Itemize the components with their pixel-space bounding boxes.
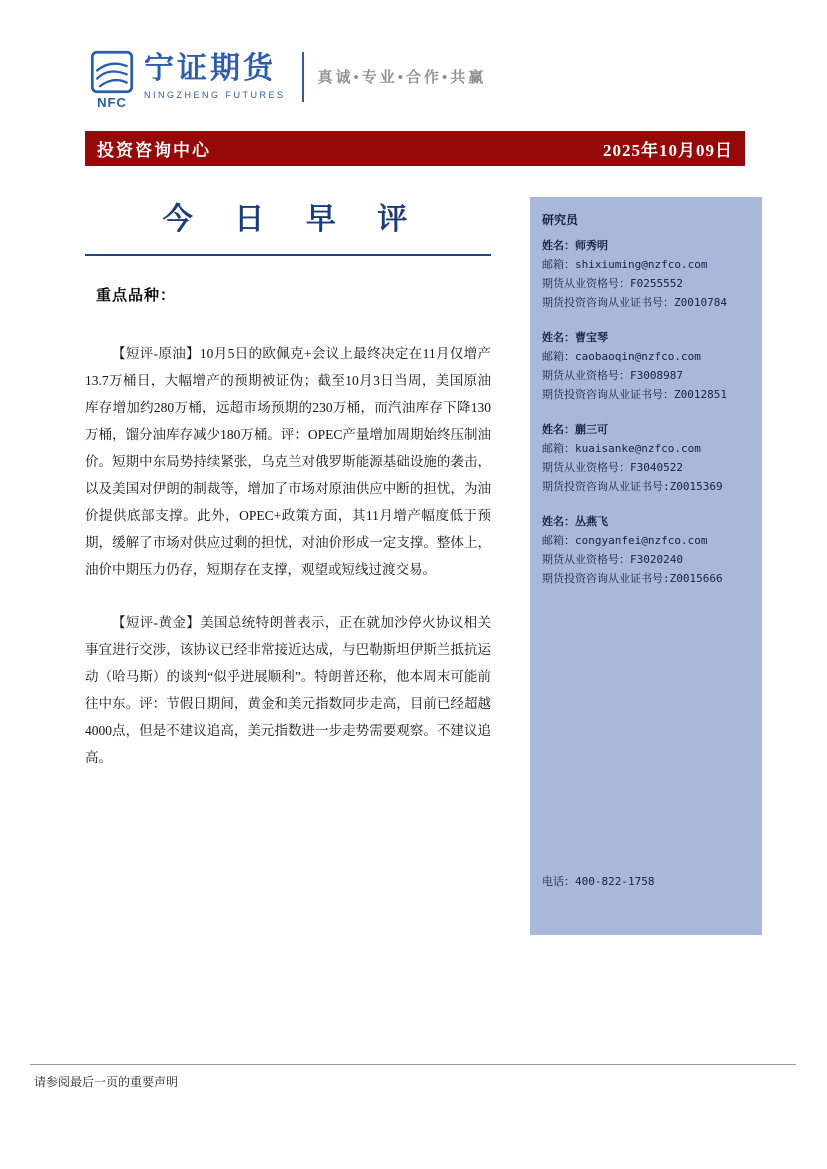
researcher-entry: [542, 236, 750, 312]
researcher-entry: [542, 328, 750, 404]
researcher-email: 邮箱：congyanfei@nzfco.com: [542, 534, 708, 547]
company-name-en: NINGZHENG FUTURES: [144, 90, 286, 100]
researcher-certificate: 期货投资咨询从业证书号:Z0015666: [542, 572, 723, 585]
paragraph-gold: 【短评-黄金】美国总统特朗普表示，正在就加沙停火协议相关事宜进行交涉，该协议已经非常接近达成，与巴勒斯坦伊斯兰抵抗运动（哈马斯）的谈判“似乎进展顺利”。特朗普还称，他本周末可能前往中东。评：节假日期间，黄金和美元指数同步走高，目前已经超越4000点，但是不建议追高，美元指数进一步走势需要观察。不建议追高。: [85, 615, 491, 765]
researcher-email: 邮箱：shixiuming@nzfco.com: [542, 258, 708, 271]
researcher-entry: [542, 512, 750, 588]
company-name-cn: 宁证期货: [144, 52, 276, 85]
report-date: 2025年10月09日: [603, 141, 733, 160]
title-underline: [85, 254, 491, 256]
researcher-name: 姓名：师秀明: [542, 239, 608, 252]
header-divider: [302, 52, 304, 102]
researcher-qualification: 期货从业资格号：F0255552: [542, 277, 683, 290]
company-abbr: NFC: [97, 95, 127, 110]
researcher-sidebar: [530, 197, 762, 935]
company-tagline: 真诚•专业•合作•共赢: [317, 70, 487, 86]
footer-disclaimer: 请参阅最后一页的重要声明: [34, 1075, 179, 1089]
paragraph-crude-oil: 【短评-原油】10月5日的欧佩克+会议上最终决定在11月仅增产13.7万桶日，大幅增产的预期被证伪；截至10月3日当周，美国原油库存增加约280万桶，远超市场预期的230万桶，而汽油库存下降130万桶，馏分油库存减少180万桶。评：OPEC产量增加周期始终压制油价。短期中东局势持续紧张，乌克兰对俄罗斯能源基础设施的袭击，以及美国对伊朗的制裁等，增加了市场对原油供应中断的担忧，为油价提供底部支撑。此外，OPEC+政策方面，其11月增产幅度低于预期，缓解了市场对供应过剩的担忧，对油价形成一定支撑。整体上，油价中期压力仍存，短期存在支撑，观望或短线过渡交易。: [85, 346, 491, 577]
article-body: [85, 340, 491, 797]
researcher-name: 姓名：丛燕飞: [542, 515, 608, 528]
department-name: 投资咨询中心: [97, 141, 211, 160]
researcher-name: 姓名：蒯三可: [542, 423, 608, 436]
company-logo-icon: [90, 50, 134, 94]
article-title: 今 日 早 评: [162, 203, 414, 236]
researcher-name: 姓名：曹宝琴: [542, 331, 608, 344]
researcher-qualification: 期货从业资格号：F3040522: [542, 461, 683, 474]
researcher-email: 邮箱：caobaoqin@nzfco.com: [542, 350, 701, 363]
sidebar-heading: 研究员: [542, 213, 579, 227]
department-banner: [85, 131, 745, 166]
researcher-certificate: 期货投资咨询从业证书号:Z0015369: [542, 480, 723, 493]
researcher-certificate: 期货投资咨询从业证书号：Z0010784: [542, 296, 727, 309]
researcher-qualification: 期货从业资格号：F3020240: [542, 553, 683, 566]
section-heading: 重点品种：: [96, 288, 177, 304]
researcher-email: 邮箱：kuaisanke@nzfco.com: [542, 442, 701, 455]
researcher-qualification: 期货从业资格号：F3008987: [542, 369, 683, 382]
logo-column: [88, 50, 136, 110]
researcher-certificate: 期货投资咨询从业证书号：Z0012851: [542, 388, 727, 401]
researcher-entry: [542, 420, 750, 496]
footer-divider: [30, 1064, 796, 1065]
contact-phone: 电话：400-822-1758: [542, 875, 655, 888]
header: [88, 50, 486, 110]
company-name-block: [144, 50, 286, 100]
